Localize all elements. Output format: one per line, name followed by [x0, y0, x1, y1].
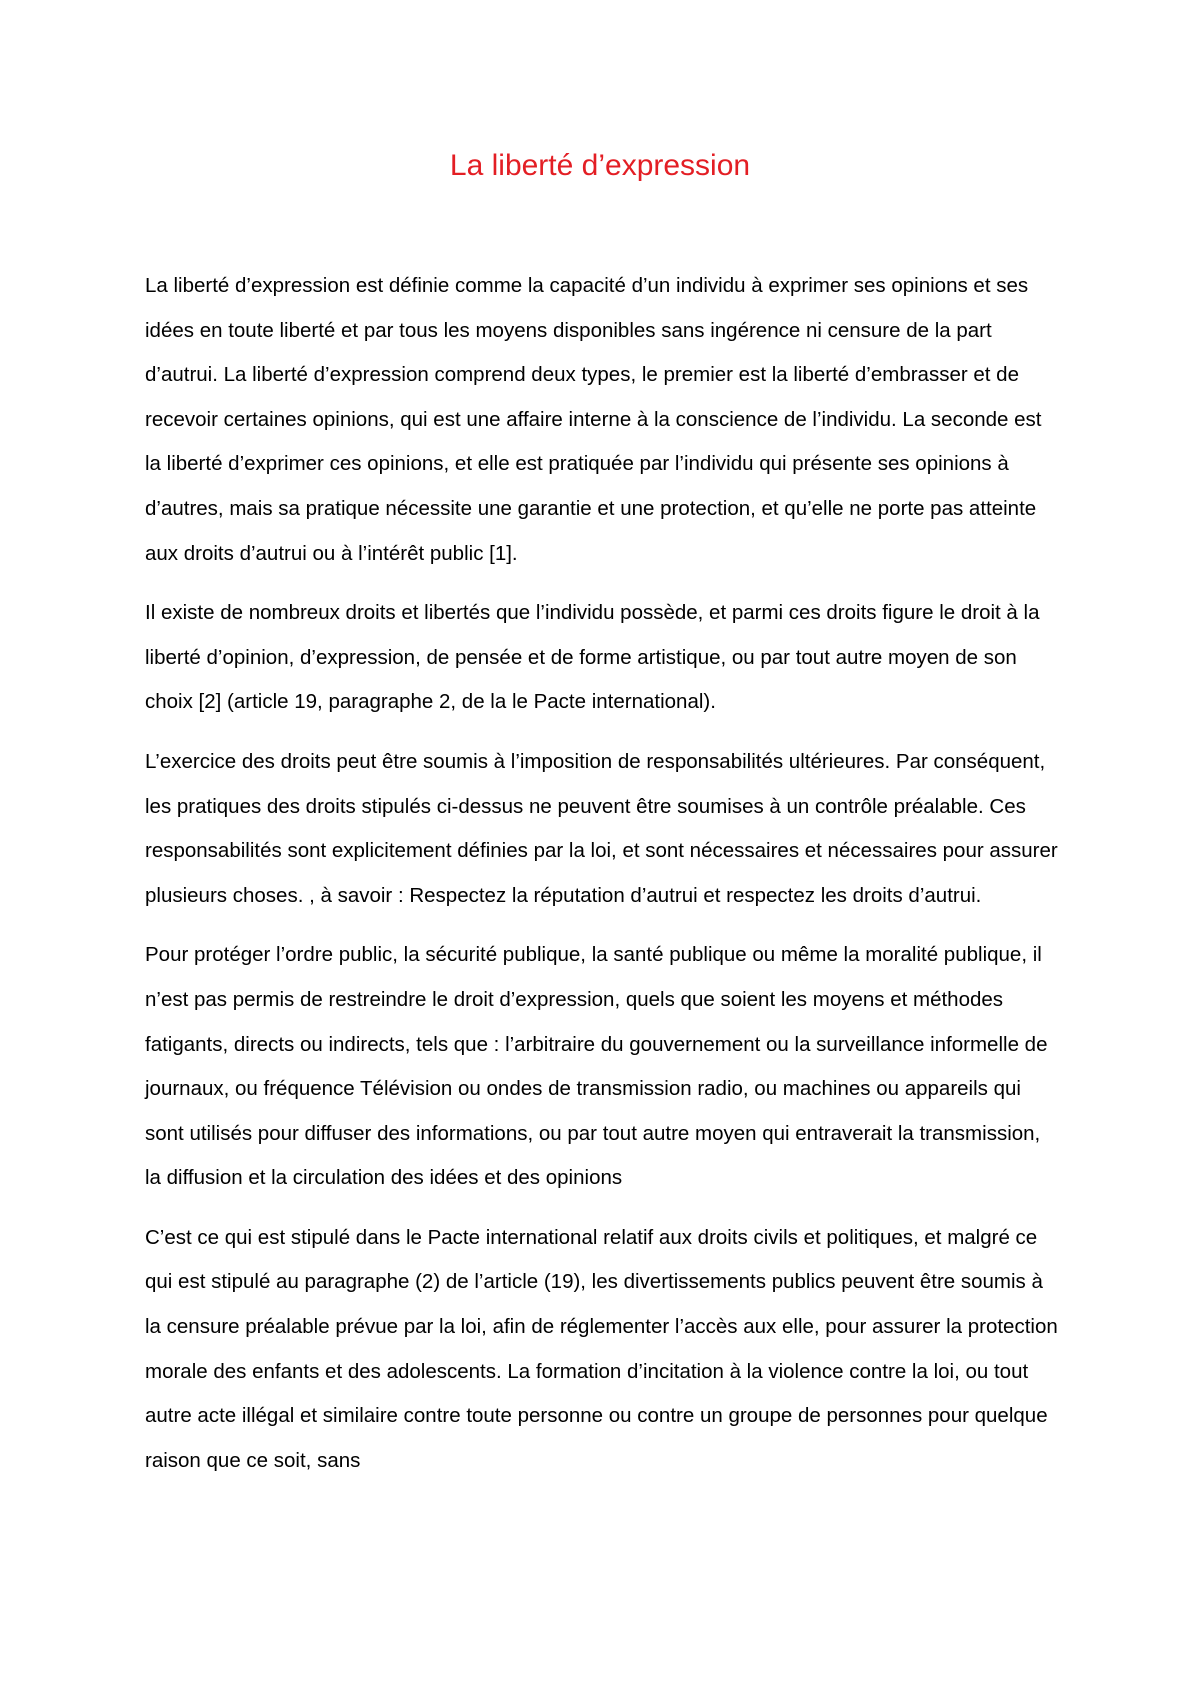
paragraph-1: La liberté d’expression est définie comme la capacité d’un individu à exprimer ses opinions et ses idées en toute liberté et par tous les moyens disponibles sans ingérence ni censure de la part d’autrui. La liberté d’expression comprend deux types, le premier est la liberté d’embrasser et de recevoir certaines opinions, qui est une affaire interne à la conscience de l’individu. La seconde est la liberté d’exprimer ces opinions, et elle est pratiquée par l’individu qui présente ses opinions à d’autres, mais sa pratique nécessite une garantie et une protection, et qu’elle ne porte pas atteinte aux droits d’autrui ou à l’intérêt public [1].: [145, 274, 1042, 565]
document-title: La liberté d’expression: [449, 149, 751, 182]
paragraph-3: L’exercice des droits peut être soumis à l’imposition de responsabilités ultérieures. Par conséquent, les pratiques des droits stipulés ci-dessus ne peuvent être soumises à un contrôle préalable. Ces responsabilités sont explicitement définies par la loi, et sont nécessaires et nécessaires pour assurer plusieurs choses. , à savoir : Respectez la réputation d’autrui et respectez les droits d’autrui.: [145, 749, 1058, 907]
paragraph-5: C’est ce qui est stipulé dans le Pacte international relatif aux droits civils et politiques, et malgré ce qui est stipulé au paragraphe (2) de l’article (19), les divertissements publics peuvent être soumis à la censure préalable prévue par la loi, afin de réglementer l’accès aux elle, pour assurer la protection morale des enfants et des adolescents. La formation d’incitation à la violence contre la loi, ou tout autre acte illégal et similaire contre toute personne ou contre un groupe de personnes pour quelque raison que ce soit, sans: [145, 1225, 1058, 1472]
paragraph-4: Pour protéger l’ordre public, la sécurité publique, la santé publique ou même la moralité publique, il n’est pas permis de restreindre le droit d’expression, quels que soient les moyens et méthodes fatigants, directs ou indirects, tels que : l’arbitraire du gouvernement ou la surveillance informelle de journaux, ou fréquence Télévision ou ondes de transmission radio, ou machines ou appareils qui sont utilisés pour diffuser des informations, ou par tout autre moyen qui entraverait la transmission, la diffusion et la circulation des idées et des opinions: [145, 943, 1048, 1190]
document-body: [145, 264, 1060, 1498]
paragraph-2: Il existe de nombreux droits et libertés que l’individu possède, et parmi ces droits figure le droit à la liberté d’opinion, d’expression, de pensée et de forme artistique, ou par tout autre moyen de son choix [2] (article 19, paragraphe 2, de la le Pacte international).: [145, 601, 1040, 714]
